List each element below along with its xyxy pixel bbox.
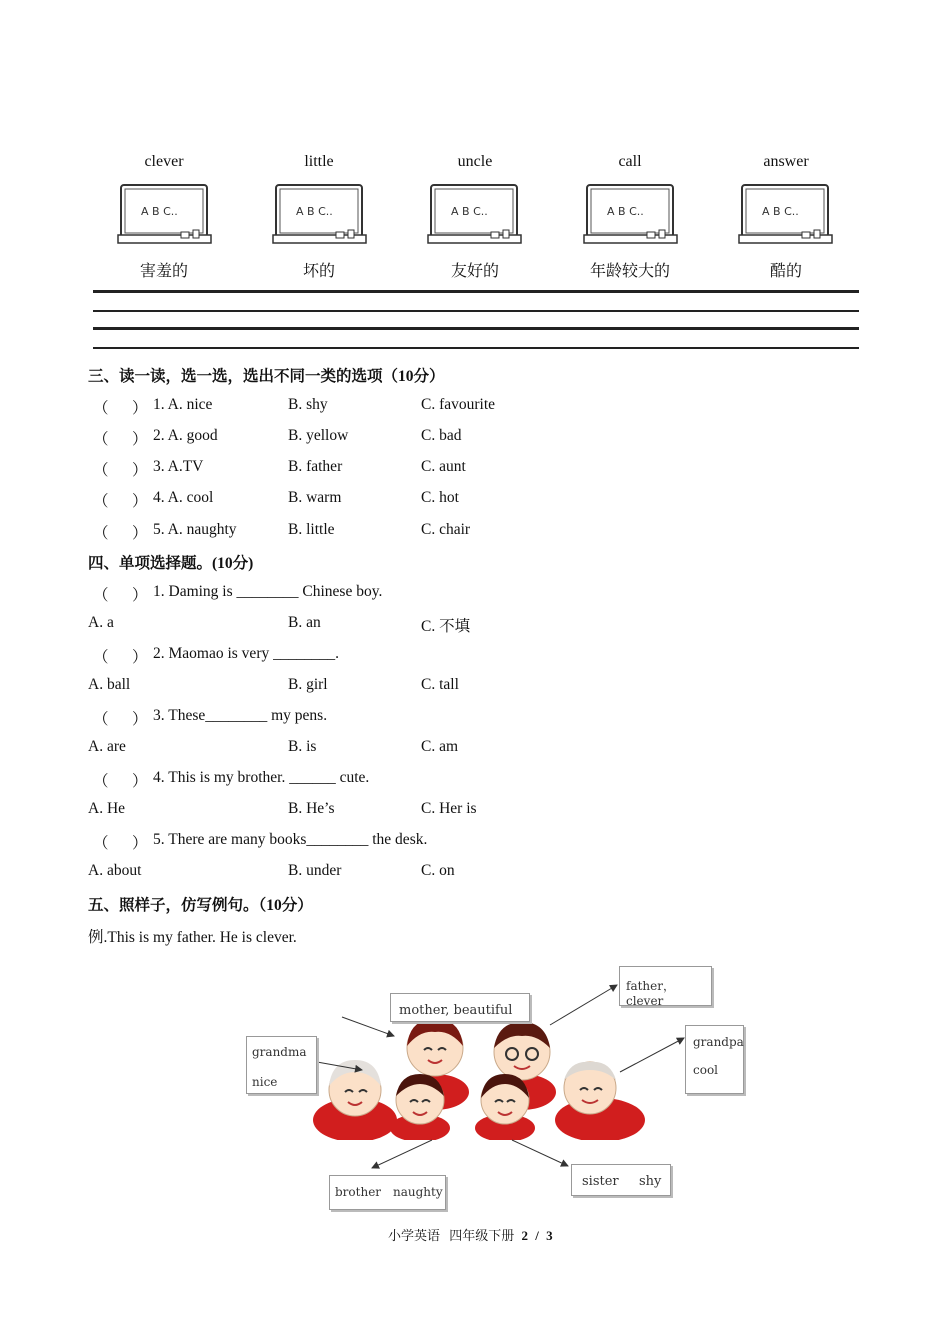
question-option-a: 4. A. cool bbox=[153, 489, 214, 506]
footer-sep: / bbox=[535, 1228, 539, 1243]
question-option-a: 2. A. good bbox=[153, 427, 218, 444]
blackboard-icon bbox=[117, 182, 213, 248]
label-grandpa bbox=[685, 1025, 744, 1094]
answer-paren-close: ） bbox=[132, 773, 148, 790]
section-title: 四、单项选择题。(10分) bbox=[88, 555, 254, 572]
vocab-word: uncle bbox=[457, 153, 493, 170]
question-option-c: C. Her is bbox=[421, 800, 477, 817]
section-title: 五、照样子，仿写例句。（10分） bbox=[88, 897, 313, 914]
question-option-a: A. about bbox=[88, 862, 142, 879]
question-option-a: A. are bbox=[88, 738, 126, 755]
question-option-c: C. am bbox=[421, 738, 459, 755]
vocab-meaning: 友好的 bbox=[450, 263, 499, 280]
footer-total: 3 bbox=[546, 1228, 553, 1243]
question-text: 4. This is my brother. ______ cute. bbox=[153, 769, 370, 786]
label-brother-adj: naughty bbox=[393, 1185, 443, 1199]
question-option-b: B. girl bbox=[288, 676, 328, 693]
question-option-b: B. He’s bbox=[288, 800, 335, 817]
vocab-word: call bbox=[618, 153, 642, 170]
question-option-c: C. aunt bbox=[421, 458, 466, 475]
label-grandma-adj: nice bbox=[252, 1075, 278, 1089]
answer-paren-open: （ bbox=[93, 835, 109, 852]
board-text: A B C.. bbox=[762, 205, 799, 218]
blackboard-icon bbox=[738, 182, 834, 248]
question-option-c: C. chair bbox=[421, 521, 471, 538]
label-sister bbox=[571, 1164, 671, 1196]
section-title: 三、读一读，选一选，选出不同一类的选项（10分） bbox=[88, 368, 445, 385]
footer-subject: 小学英语 bbox=[388, 1228, 441, 1243]
family-illustration bbox=[300, 1020, 670, 1140]
blackboard-icon bbox=[427, 182, 523, 248]
answer-paren-open: （ bbox=[93, 773, 109, 790]
question-option-a: A. ball bbox=[88, 676, 131, 693]
question-option-b: B. little bbox=[288, 521, 335, 538]
answer-paren-open: （ bbox=[93, 462, 109, 479]
vocab-word: answer bbox=[763, 153, 809, 170]
question-option-a: A. a bbox=[88, 614, 114, 631]
answer-paren-close: ） bbox=[132, 711, 148, 728]
blackboard-icon bbox=[272, 182, 368, 248]
label-mother bbox=[390, 993, 530, 1022]
writing-line bbox=[93, 347, 859, 349]
question-option-b: B. under bbox=[288, 862, 342, 879]
question-option-c: C. favourite bbox=[421, 396, 496, 413]
answer-paren-close: ） bbox=[132, 431, 148, 448]
grandma-figure bbox=[313, 1060, 397, 1140]
board-text: A B C.. bbox=[141, 205, 178, 218]
writing-line bbox=[93, 290, 859, 293]
question-option-c: C. bad bbox=[421, 427, 462, 444]
question-option-b: B. yellow bbox=[288, 427, 349, 444]
question-option-b: B. is bbox=[288, 738, 317, 755]
answer-paren-close: ） bbox=[132, 462, 148, 479]
label-grandpa-name: grandpa bbox=[693, 1035, 744, 1049]
page-footer bbox=[388, 1225, 553, 1244]
answer-paren-close: ） bbox=[132, 493, 148, 510]
vocab-meaning: 坏的 bbox=[302, 263, 335, 280]
label-father bbox=[619, 966, 712, 1006]
question-text: 5. There are many books________ the desk. bbox=[153, 831, 428, 848]
answer-paren-close: ） bbox=[132, 400, 148, 417]
answer-paren-open: （ bbox=[93, 711, 109, 728]
answer-paren-close: ） bbox=[132, 649, 148, 666]
vocab-word: little bbox=[304, 153, 334, 170]
board-text: A B C.. bbox=[296, 205, 333, 218]
label-brother-name: brother bbox=[335, 1185, 382, 1199]
question-text: 3. These________ my pens. bbox=[153, 707, 328, 724]
question-option-b: B. warm bbox=[288, 489, 342, 506]
question-option-a: A. He bbox=[88, 800, 126, 817]
footer-page: 2 bbox=[521, 1228, 529, 1243]
writing-line bbox=[93, 327, 859, 330]
writing-line bbox=[93, 310, 859, 312]
label-grandma-name: grandma bbox=[252, 1045, 307, 1059]
question-option-c: C. tall bbox=[421, 676, 459, 693]
answer-paren-close: ） bbox=[132, 587, 148, 604]
answer-paren-open: （ bbox=[93, 525, 109, 542]
blackboard-icon bbox=[583, 182, 679, 248]
vocab-meaning: 酷的 bbox=[769, 263, 802, 280]
answer-paren-close: ） bbox=[132, 525, 148, 542]
question-option-c: C. 不填 bbox=[421, 618, 471, 635]
vocab-meaning: 年龄较大的 bbox=[589, 263, 670, 280]
answer-paren-open: （ bbox=[93, 431, 109, 448]
question-option-a: 1. A. nice bbox=[153, 396, 213, 413]
label-mother-text: mother, beautiful bbox=[399, 1003, 513, 1018]
answer-paren-open: （ bbox=[93, 400, 109, 417]
board-text: A B C.. bbox=[451, 205, 488, 218]
question-option-b: B. an bbox=[288, 614, 321, 631]
question-option-a: 5. A. naughty bbox=[153, 521, 237, 538]
label-sister-name: sister bbox=[582, 1174, 619, 1189]
answer-paren-open: （ bbox=[93, 649, 109, 666]
example-sentence: 例.This is my father. He is clever. bbox=[88, 929, 297, 946]
label-father-text: father，clever bbox=[626, 979, 675, 1008]
answer-paren-open: （ bbox=[93, 493, 109, 510]
label-grandma bbox=[246, 1036, 317, 1094]
question-option-b: B. shy bbox=[288, 396, 328, 413]
vocab-word: clever bbox=[144, 153, 184, 170]
footer-grade: 四年级下册 bbox=[449, 1228, 515, 1243]
grandpa-figure bbox=[555, 1062, 645, 1140]
label-brother bbox=[329, 1175, 446, 1210]
question-text: 2. Maomao is very ________. bbox=[153, 645, 339, 662]
answer-paren-close: ） bbox=[132, 835, 148, 852]
question-option-b: B. father bbox=[288, 458, 343, 475]
answer-paren-open: （ bbox=[93, 587, 109, 604]
label-sister-adj: shy bbox=[639, 1174, 662, 1189]
question-option-a: 3. A.TV bbox=[153, 458, 204, 475]
label-grandpa-adj: cool bbox=[693, 1063, 719, 1077]
question-option-c: C. on bbox=[421, 862, 455, 879]
question-option-c: C. hot bbox=[421, 489, 459, 506]
vocab-meaning: 害羞的 bbox=[139, 263, 188, 280]
question-text: 1. Daming is ________ Chinese boy. bbox=[153, 583, 383, 600]
board-text: A B C.. bbox=[607, 205, 644, 218]
